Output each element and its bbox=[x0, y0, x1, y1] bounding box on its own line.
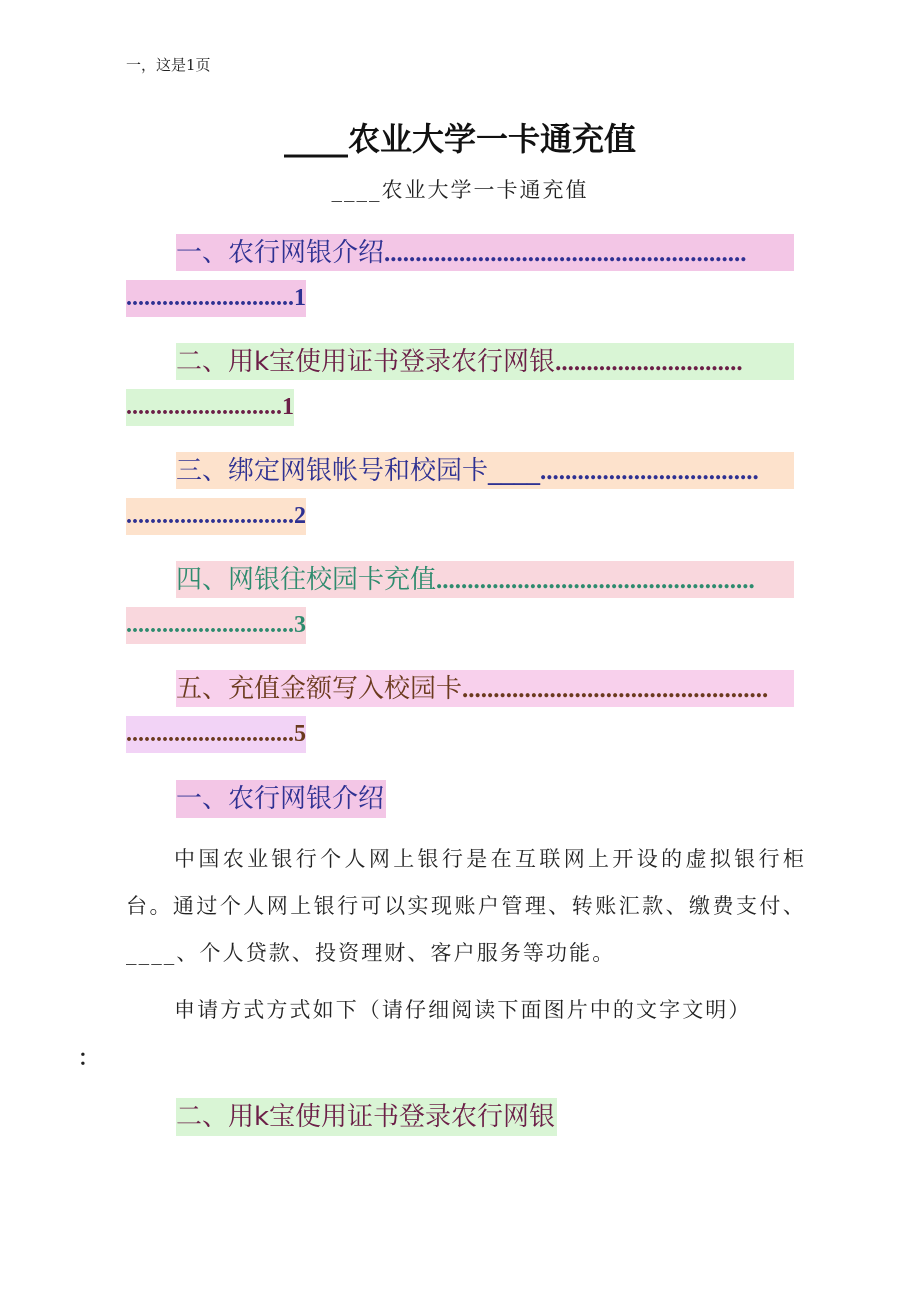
application-text: 申请方式方式如下（请仔细阅读下面图片中的文字文明） bbox=[174, 998, 752, 1022]
toc-entry-page-number: 1 bbox=[282, 394, 294, 420]
toc-entry-1-line1[interactable] bbox=[176, 234, 794, 271]
toc-entry-label: 三、绑定网银帐号和校园卡____ bbox=[176, 456, 541, 486]
toc-entry-3-line2[interactable] bbox=[126, 498, 306, 535]
toc-entry-page-number: 5 bbox=[294, 721, 306, 747]
section-heading-2: 二、用k宝使用证书登录农行网银 bbox=[176, 1098, 557, 1136]
page-header: 一，这是1页 bbox=[126, 56, 211, 74]
toc-entry-label: 四、网银往校园卡充值 bbox=[176, 565, 437, 595]
toc-entry-leader: .......................................................... bbox=[384, 240, 747, 267]
toc-entry-5-line2[interactable] bbox=[126, 716, 306, 753]
toc-entry-leader: ............................ bbox=[126, 503, 294, 529]
toc-entry-2-line2[interactable] bbox=[126, 389, 294, 426]
toc-entry-leader: ................................................... bbox=[436, 567, 755, 594]
toc-entry-leader: ............................ bbox=[126, 285, 294, 311]
document-subtitle: ____农业大学一卡通充值 bbox=[331, 178, 589, 202]
toc-entry-3-line1[interactable] bbox=[176, 452, 794, 489]
toc-entry-leader: ............................ bbox=[126, 721, 294, 747]
toc-entry-4-line2[interactable] bbox=[126, 607, 306, 644]
toc-entry-leader: ................................... bbox=[540, 458, 759, 485]
toc-entry-1-line2[interactable] bbox=[126, 280, 306, 317]
toc-entry-4-line1[interactable] bbox=[176, 561, 794, 598]
toc-entry-leader: ............................ bbox=[126, 612, 294, 638]
toc-entry-label: 五、充值金额写入校园卡 bbox=[176, 674, 463, 704]
toc-entry-label: 一、农行网银介绍 bbox=[176, 238, 385, 268]
toc-entry-page-number: 1 bbox=[294, 285, 306, 311]
toc-entry-2-line1[interactable] bbox=[176, 343, 794, 380]
toc-entry-page-number: 2 bbox=[294, 503, 306, 529]
toc-entry-leader: .......................... bbox=[126, 394, 282, 420]
toc-entry-page-number: 3 bbox=[294, 612, 306, 638]
toc-entry-label: 二、用k宝使用证书登录农行网银 bbox=[176, 347, 556, 377]
toc-entry-5-line1[interactable] bbox=[176, 670, 794, 707]
intro-paragraph: 中国农业银行个人网上银行是在互联网上开设的虚拟银行柜台。通过个人网上银行可以实现账户管理、转账汇款、缴费支付、____、个人贷款、投资理财、客户服务等功能。 bbox=[126, 847, 806, 965]
toc-entry-leader: ................................................. bbox=[462, 676, 769, 703]
toc-entry-leader: .............................. bbox=[555, 349, 743, 376]
section-heading-1: 一、农行网银介绍 bbox=[176, 780, 386, 818]
document-title: ____农业大学一卡通充值 bbox=[283, 120, 636, 158]
application-paragraph bbox=[78, 987, 806, 1082]
application-text-colon: ： bbox=[78, 1045, 102, 1070]
